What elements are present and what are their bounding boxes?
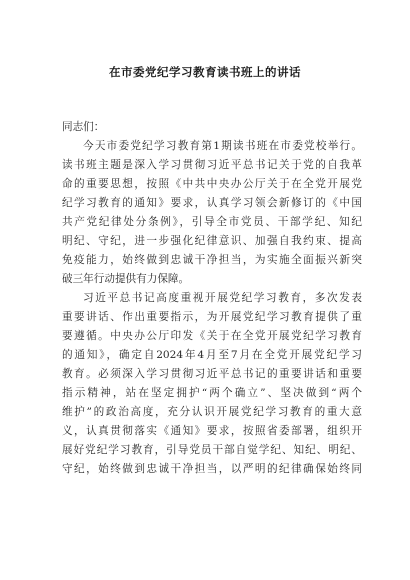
paragraph-line: 的通知》，确定自2024年4月至7月在全党开展党纪学习	[62, 349, 362, 361]
paragraph-1	[62, 137, 362, 289]
paragraph-line: 共产党纪律处分条例》，引导全市党员、干部学纪、知纪	[62, 216, 362, 228]
paragraph-line: 义，认真贯彻落实《通知》要求，按照省委部署，组织开	[62, 425, 362, 437]
paragraph-line: 习近平总书记高度重视开展党纪学习教育，多次发表	[83, 292, 362, 304]
paragraph-line: 命的重要思想，按照《中共中央办公厅关于在全党开展党	[62, 178, 362, 190]
paragraph-line: 教育。必须深入学习贯彻习近平总书记的重要讲话和重要	[62, 368, 362, 380]
paragraph-line: 要遵循。中央办公厅印发《关于在全党开展党纪学习教育	[62, 330, 362, 342]
paragraph-line: 纪学习教育的通知》要求，认真学习领会新修订的《中国	[62, 197, 362, 209]
paragraph-2	[62, 289, 362, 479]
paragraph-line: 守纪，始终做到忠诚干净担当，以严明的纪律确保始终同	[62, 463, 362, 475]
paragraph-line: 免疫能力，始终做到忠诚干净担当，为实施全面振兴新突	[62, 254, 362, 266]
paragraph-line: 展好党纪学习教育，引导党员干部自觉学纪、知纪、明纪、	[62, 444, 362, 456]
paragraph-line: 今天市委党纪学习教育第1期读书班在市委党校举行。	[83, 140, 362, 152]
paragraph-line: 明纪、守纪，进一步强化纪律意识、加强自我约束、提高	[62, 235, 362, 247]
document-title: 在市委党纪学习教育读书班上的讲话	[109, 65, 301, 79]
paragraph-line: 读书班主题是深入学习贯彻习近平总书记关于党的自我革	[62, 159, 362, 171]
paragraph-line: 指示精神，站在坚定拥护“两个确立”、坚决做到“两个	[62, 387, 362, 399]
salutation: 同志们：	[62, 121, 105, 133]
paragraph-line: 维护”的政治高度，充分认识开展党纪学习教育的重大意	[62, 406, 362, 418]
paragraph-line: 破三年行动提供有力保障。	[62, 273, 190, 285]
paragraph-line: 重要讲话、作出重要指示，为开展党纪学习教育提供了重	[62, 311, 362, 323]
document-body	[62, 118, 362, 479]
